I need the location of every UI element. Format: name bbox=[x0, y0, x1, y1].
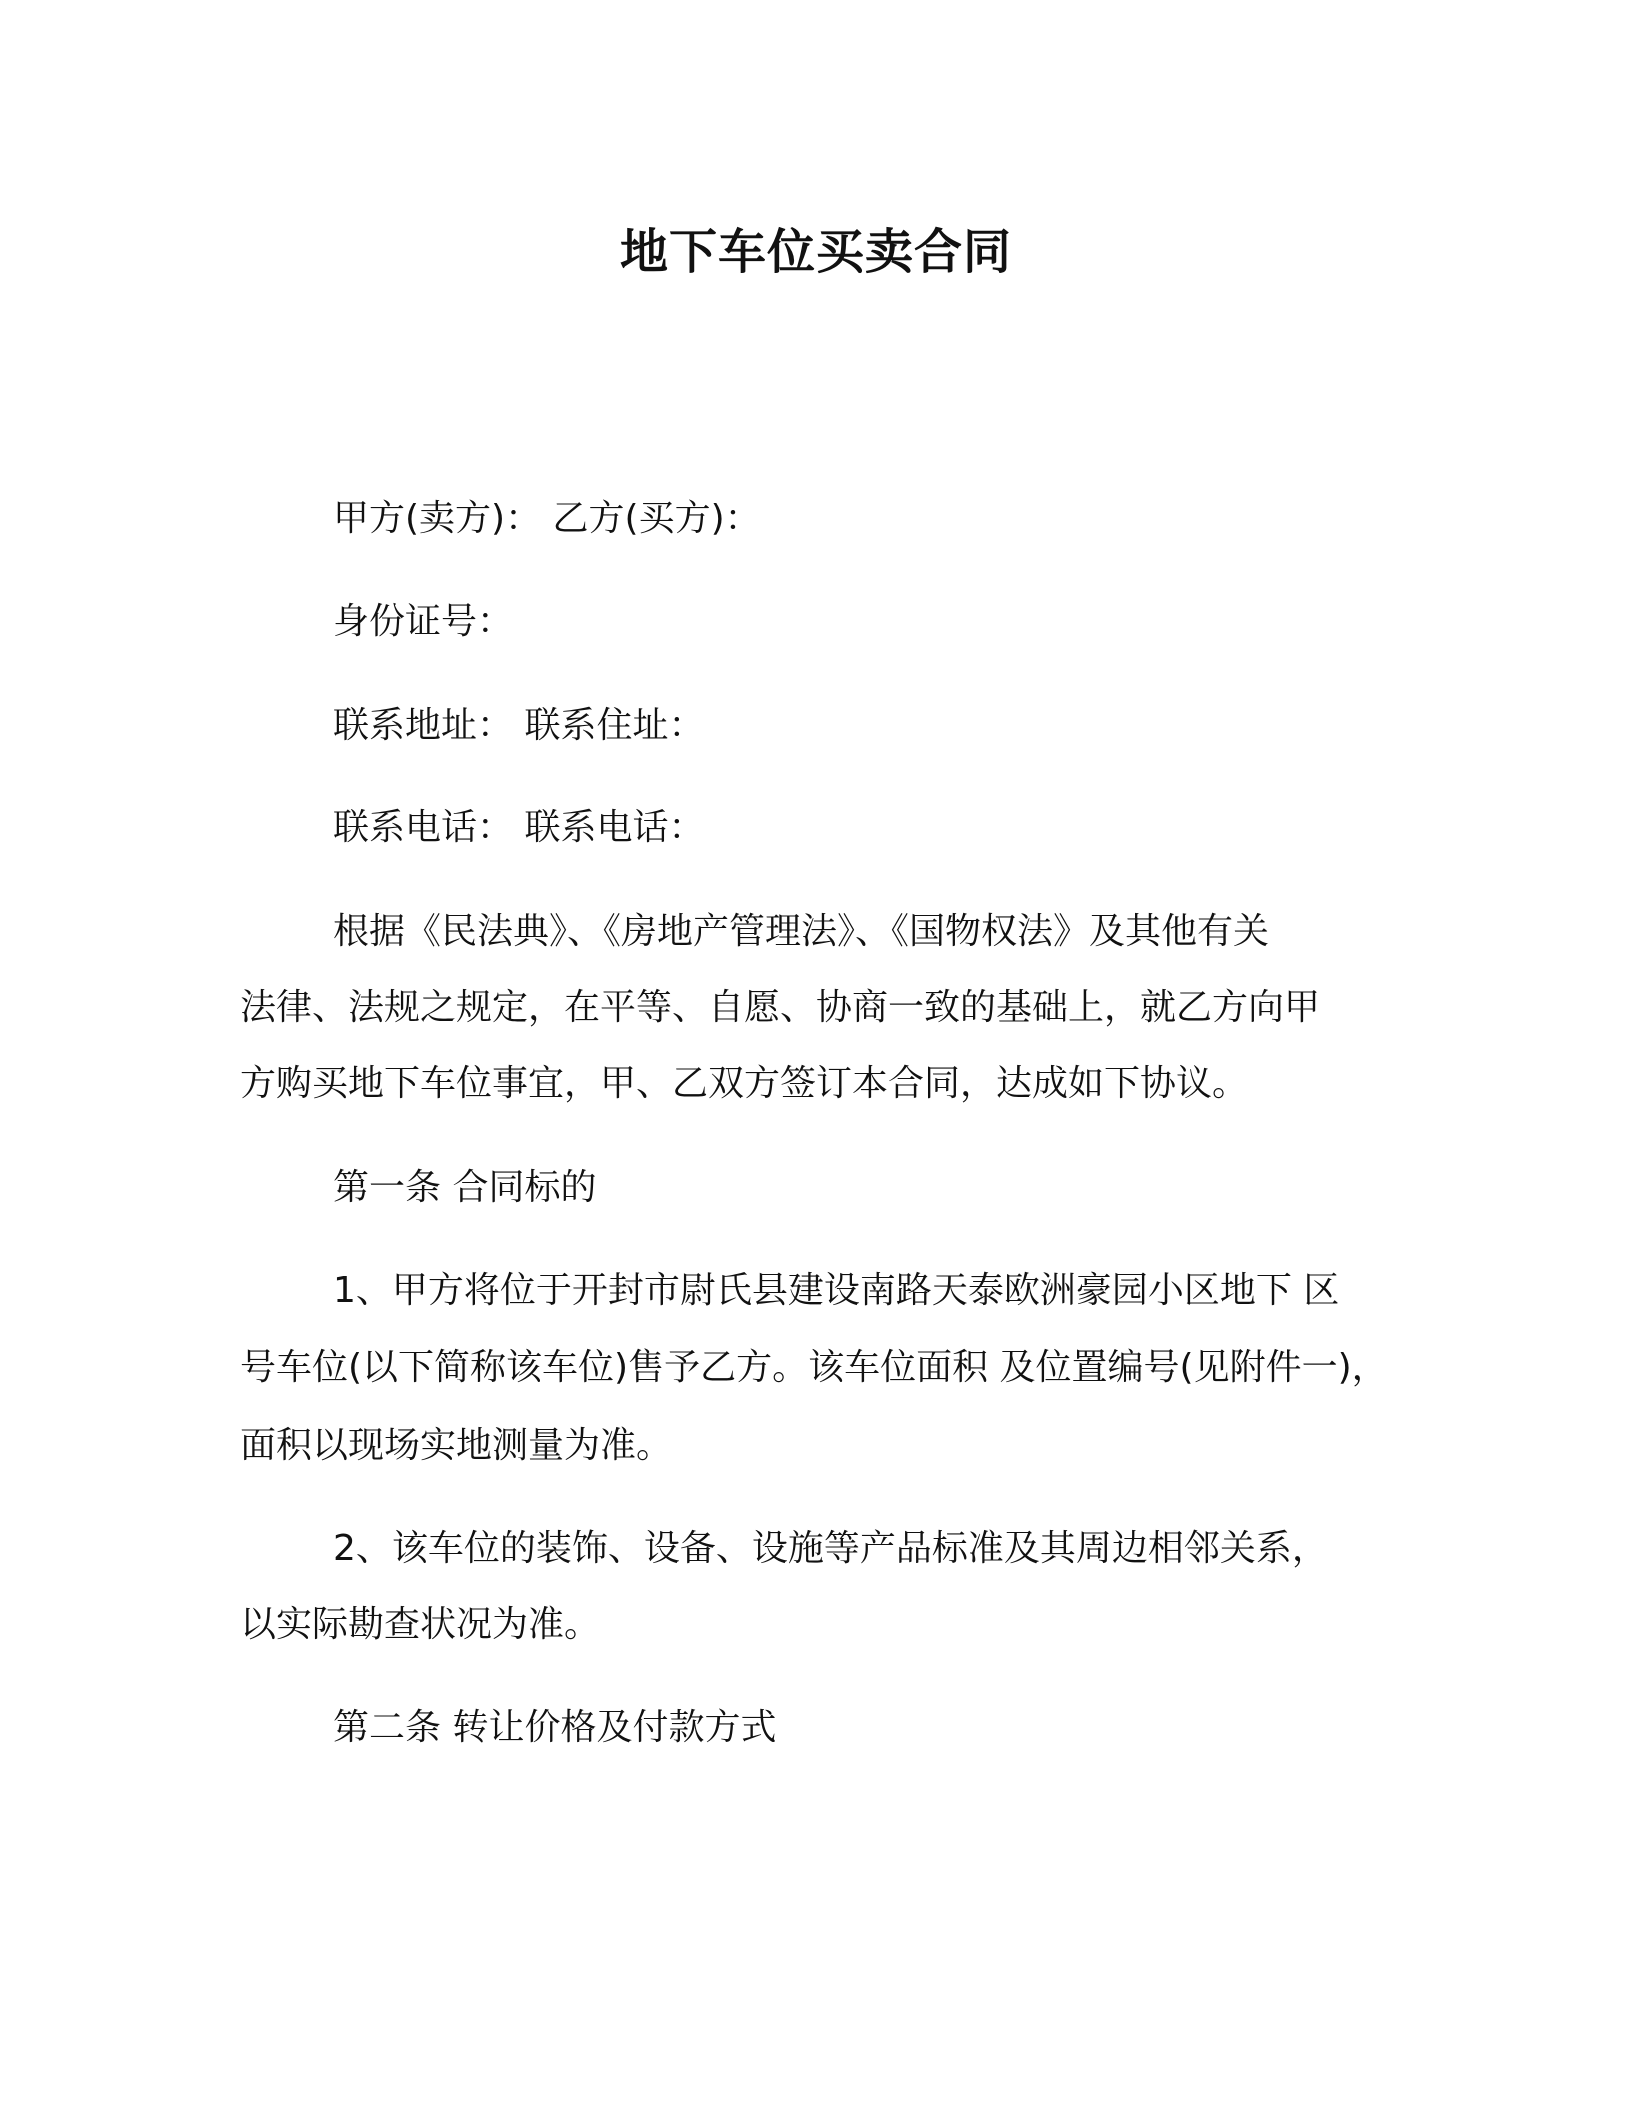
clause-2-line-1: 2、该车位的装饰、设备、设施等产品标准及其周边相邻关系， bbox=[333, 1528, 1328, 1569]
clause-1-line-1: 1、甲方将位于开封市尉氏县建设南路天泰欧洲豪园小区地下 区 bbox=[333, 1270, 1340, 1311]
preamble-line-3: 方购买地下车位事宜，甲、乙双方签订本合同，达成如下协议。 bbox=[240, 1063, 1249, 1104]
id-number-line: 身份证号： bbox=[333, 601, 514, 642]
address-line: 联系地址： 联系住址： bbox=[333, 705, 705, 746]
preamble-line-1: 根据《民法典》、《房地产管理法》、《国物权法》及其他有关 bbox=[333, 911, 1270, 952]
phone-line: 联系电话： 联系电话： bbox=[333, 807, 705, 848]
preamble-line-2: 法律、法规之规定，在平等、自愿、协商一致的基础上，就乙方向甲 bbox=[240, 987, 1321, 1028]
clause-2-line-2: 以实际勘查状况为准。 bbox=[240, 1604, 601, 1645]
clause-1-line-3: 面积以现场实地测量为准。 bbox=[240, 1425, 673, 1466]
parties-line: 甲方(卖方)： 乙方(买方)： bbox=[333, 498, 761, 539]
article-1-heading: 第一条 合同标的 bbox=[333, 1167, 597, 1208]
article-2-heading: 第二条 转让价格及付款方式 bbox=[333, 1707, 777, 1748]
clause-1-line-2: 号车位(以下简称该车位)售予乙方。该车位面积 及位置编号(见附件一)， bbox=[240, 1347, 1388, 1388]
document-title: 地下车位买卖合同 bbox=[619, 224, 1012, 280]
